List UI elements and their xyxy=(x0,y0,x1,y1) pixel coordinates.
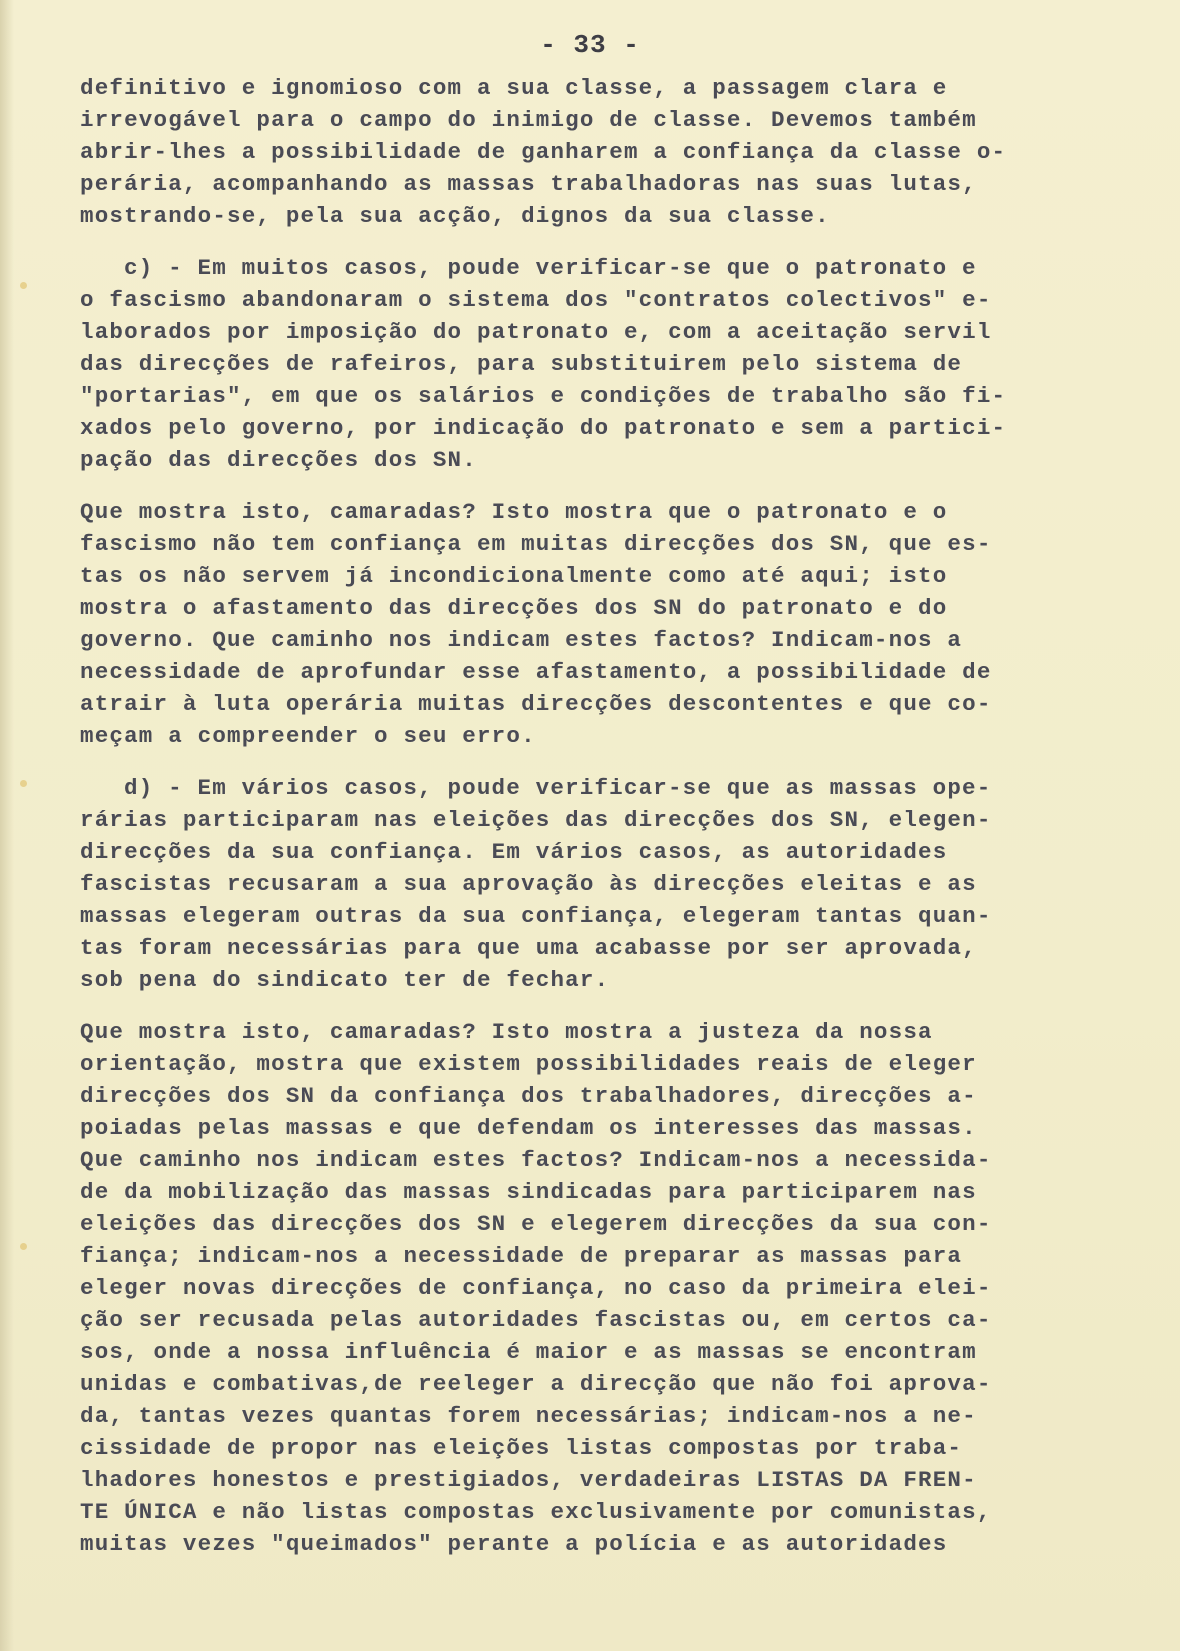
text-line: direcções da sua confiança. Em vários casos, as autoridades xyxy=(80,839,948,865)
text-line: TE ÚNICA e não listas compostas exclusivamente por comunistas, xyxy=(80,1499,992,1525)
text-line: sob pena do sindicato ter de fechar. xyxy=(80,967,610,993)
text-line: unidas e combativas,de reeleger a direcção que não foi aprova- xyxy=(80,1371,992,1397)
text-line: tas os não servem já incondicionalmente como até aqui; isto xyxy=(80,563,948,589)
text-line: d) - Em vários casos, poude verificar-se que as massas ope- xyxy=(124,775,992,801)
text-line: fascistas recusaram a sua aprovação às direcções eleitas e as xyxy=(80,871,977,897)
text-line: eleições das direcções dos SN e elegerem direcções da sua con- xyxy=(80,1211,992,1237)
text-line: eleger novas direcções de confiança, no caso da primeira elei- xyxy=(80,1275,992,1301)
text-line: laborados por imposição do patronato e, com a aceitação servil xyxy=(80,319,992,345)
text-line: direcções dos SN da confiança dos trabalhadores, direcções a- xyxy=(80,1083,977,1109)
text-line: c) - Em muitos casos, poude verificar-se que o patronato e xyxy=(124,255,977,281)
text-line: da, tantas vezes quantas forem necessárias; indicam-nos a ne- xyxy=(80,1403,977,1429)
text-line: "portarias", em que os salários e condições de trabalho são fi- xyxy=(80,383,1007,409)
text-line: fascismo não tem confiança em muitas direcções dos SN, que es- xyxy=(80,531,992,557)
text-line: fiança; indicam-nos a necessidade de preparar as massas para xyxy=(80,1243,963,1269)
text-line: rárias participaram nas eleições das direcções dos SN, elegen- xyxy=(80,807,992,833)
paragraph-gap xyxy=(80,232,1160,252)
paragraph-p2 xyxy=(80,252,1160,476)
text-line: Que caminho nos indicam estes factos? Indicam-nos a necessida- xyxy=(80,1147,992,1173)
paragraph-gap xyxy=(80,752,1160,772)
text-line: massas elegeram outras da sua confiança, elegeram tantas quan- xyxy=(80,903,992,929)
text-line: cissidade de propor nas eleições listas compostas por traba- xyxy=(80,1435,963,1461)
paragraph-gap xyxy=(80,996,1160,1016)
text-line: muitas vezes "queimados" perante a polícia e as autoridades xyxy=(80,1531,948,1557)
text-line: governo. Que caminho nos indicam estes factos? Indicam-nos a xyxy=(80,627,963,653)
page-left-edge-shadow xyxy=(0,0,14,1651)
text-line: mostrando-se, pela sua acção, dignos da sua classe. xyxy=(80,203,830,229)
paragraph-p4 xyxy=(80,772,1160,996)
paragraph-gap xyxy=(80,476,1160,496)
page-number: - 33 - xyxy=(540,30,640,60)
text-line: tas foram necessárias para que uma acabasse por ser aprovada, xyxy=(80,935,977,961)
text-line: Que mostra isto, camaradas? Isto mostra que o patronato e o xyxy=(80,499,948,525)
text-line: Que mostra isto, camaradas? Isto mostra a justeza da nossa xyxy=(80,1019,933,1045)
text-line: ção ser recusada pelas autoridades fascistas ou, em certos ca- xyxy=(80,1307,992,1333)
text-line: necessidade de aprofundar esse afastamento, a possibilidade de xyxy=(80,659,992,685)
text-line: poiadas pelas massas e que defendam os interesses das massas. xyxy=(80,1115,977,1141)
punch-hole-mark xyxy=(20,780,27,787)
punch-hole-mark xyxy=(20,1243,27,1250)
text-line: atrair à luta operária muitas direcções descontentes e que co- xyxy=(80,691,992,717)
text-line: irrevogável para o campo do inimigo de classe. Devemos também xyxy=(80,107,977,133)
text-line: das direcções de rafeiros, para substituirem pelo sistema de xyxy=(80,351,963,377)
paragraph-p1 xyxy=(80,72,1160,232)
text-line: definitivo e ignomioso com a sua classe, a passagem clara e xyxy=(80,75,948,101)
text-line: meçam a compreender o seu erro. xyxy=(80,723,536,749)
text-line: de da mobilização das massas sindicadas para participarem nas xyxy=(80,1179,977,1205)
paragraph-p3 xyxy=(80,496,1160,752)
punch-hole-mark xyxy=(20,282,27,289)
text-line: perária, acompanhando as massas trabalhadoras nas suas lutas, xyxy=(80,171,977,197)
paragraph-p5 xyxy=(80,1016,1160,1560)
text-line: sos, onde a nossa influência é maior e as massas se encontram xyxy=(80,1339,977,1365)
text-line: lhadores honestos e prestigiados, verdadeiras LISTAS DA FREN- xyxy=(80,1467,977,1493)
text-line: o fascismo abandonaram o sistema dos "contratos colectivos" e- xyxy=(80,287,992,313)
text-line: orientação, mostra que existem possibilidades reais de eleger xyxy=(80,1051,977,1077)
text-line: mostra o afastamento das direcções dos SN do patronato e do xyxy=(80,595,948,621)
text-line: xados pelo governo, por indicação do patronato e sem a partici- xyxy=(80,415,1007,441)
text-line: pação das direcções dos SN. xyxy=(80,447,477,473)
text-line: abrir-lhes a possibilidade de ganharem a confiança da classe o- xyxy=(80,139,1007,165)
document-body xyxy=(80,72,1160,1560)
